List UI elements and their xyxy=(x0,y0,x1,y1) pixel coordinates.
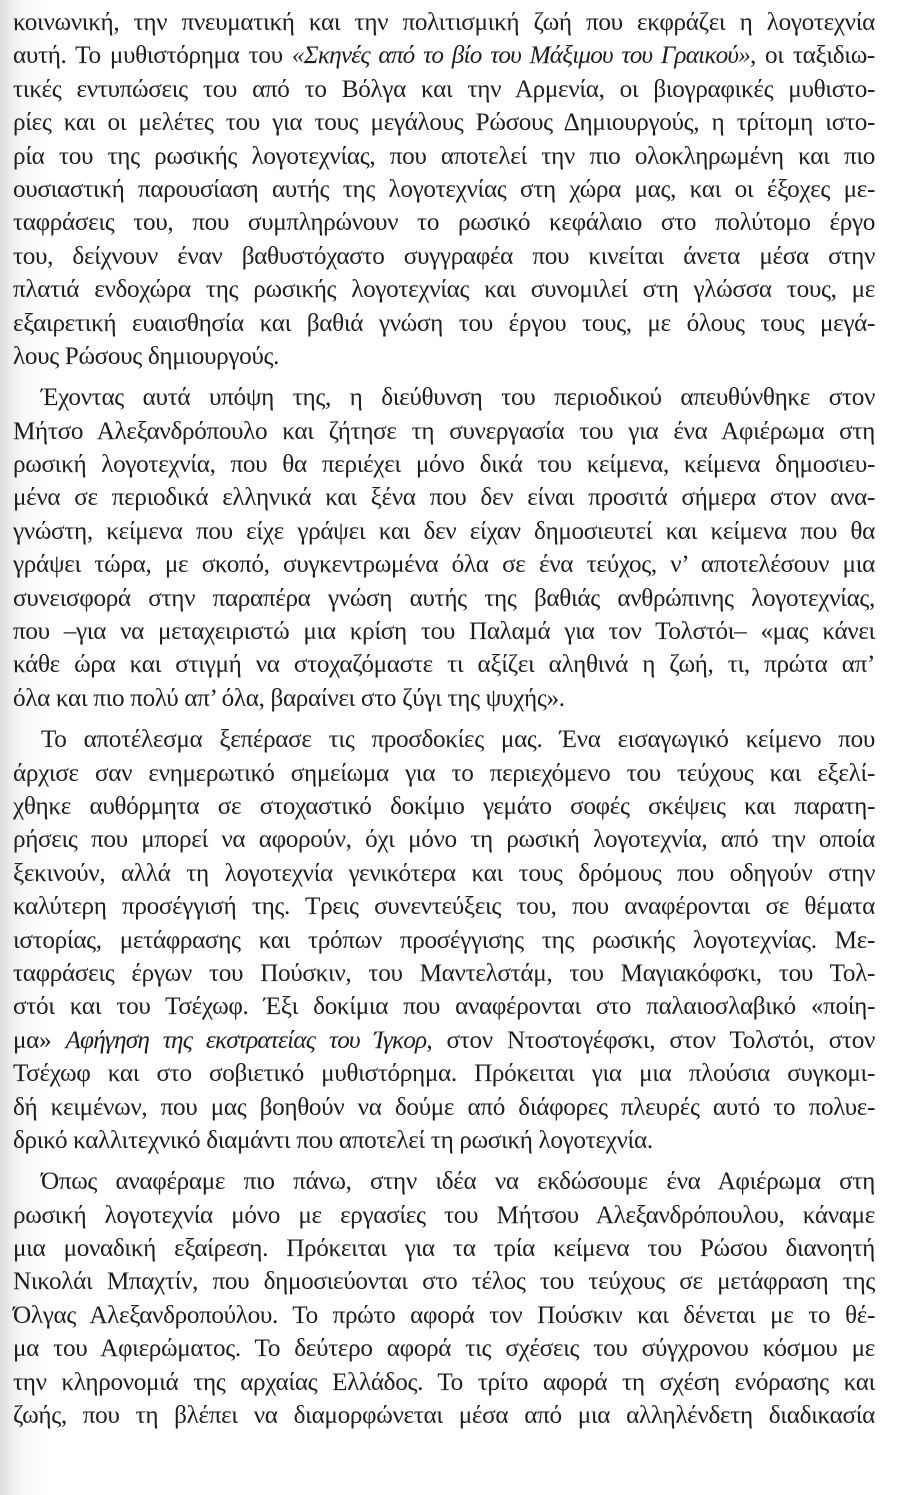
paragraph xyxy=(13,723,875,1157)
paragraph xyxy=(13,1165,875,1432)
text-run: κάθε ώρα και στιγμή να στοχαζόμαστε τι αξίζει αληθινά η ζωή, τι, πρώτα απ’ xyxy=(13,651,875,679)
text-line xyxy=(13,140,875,173)
text-run: ρία του της ρωσικής λογοτεχνίας, που αποτελεί την πιο ολοκληρωμένη και πιο xyxy=(13,142,875,170)
text-line xyxy=(13,757,875,790)
text-run: Μήτσο Αλεξανδρόπουλο και ζήτησε τη συνεργασία του για ένα Αφιέρωμα στη xyxy=(13,417,875,445)
text-line xyxy=(13,39,875,72)
text-run: όλα και πιο πολύ απ’ όλα, βαραίνει στο ζύγι της ψυχής». xyxy=(13,684,565,712)
text-run: μια μοναδική εξαίρεση. Πρόκειται για τα τρία κείμενα του Ρώσου διανοητή xyxy=(13,1235,875,1263)
text-run: συνεισφορά στην παραπέρα γνώση αυτής της βαθιάς ανθρώπινης λογοτεχνίας, xyxy=(13,584,875,612)
text-run: δρικό καλλιτεχνικό διαμάντι που αποτελεί τη ρωσική λογοτεχνία. xyxy=(13,1126,653,1154)
paragraph-gap xyxy=(13,373,875,381)
text-run: Νικολάι Μπαχτίν, που δημοσιεύονται στο τέλος του τεύχους σε μετάφραση της xyxy=(13,1268,875,1296)
text-line xyxy=(13,173,875,206)
text-line xyxy=(13,957,875,990)
text-line xyxy=(13,106,875,139)
text-line xyxy=(13,1265,875,1298)
text-line xyxy=(13,1332,875,1365)
text-run: πλατιά ενδοχώρα της ρωσικής λογοτεχνίας και συνομιλεί στη γλώσσα τους, με xyxy=(13,276,875,304)
text-line xyxy=(13,990,875,1023)
text-line xyxy=(13,723,875,756)
text-line xyxy=(13,340,875,373)
text-run: την κληρονομιά της αρχαίας Ελλάδος. Το τρίτο αφορά τη σχέση ενόρασης και xyxy=(13,1368,875,1396)
paragraph-gap xyxy=(13,1157,875,1165)
text-run: ταφράσεις του, που συμπληρώνουν το ρωσικό κεφάλαιο στο πολύτομο έργο xyxy=(13,209,875,237)
text-run: εξαιρετική ευαισθησία και βαθιά γνώση του έργου τους, με όλους τους μεγά- xyxy=(13,309,875,337)
text-line xyxy=(13,1165,875,1198)
text-run: στόι και του Τσέχωφ. Έξι δοκίμια που αναφέρονται στο παλαιοσλαβικό «ποίη- xyxy=(13,993,875,1021)
text-line xyxy=(13,1091,875,1124)
text-run: μένα σε περιοδικά ελληνικά και ξένα που δεν είναι προσιτά σήμερα στον ανα- xyxy=(13,484,875,512)
text-line xyxy=(13,73,875,106)
text-run: του, δείχνουν έναν βαθυστόχαστο συγγραφέα που κινείται άνετα μέσα στην xyxy=(13,242,875,270)
text-line xyxy=(13,515,875,548)
text-run: κοινωνική, την πνευματική και την πολιτισμική ζωή που εκφράζει η λογοτεχνία xyxy=(13,9,875,36)
text-line xyxy=(13,206,875,239)
text-run: ρίες και οι μελέτες του για τους μεγάλους Ρώσους Δημιουργούς, η τρίτομη ιστο- xyxy=(13,109,875,137)
text-line xyxy=(13,1299,875,1332)
text-run: ταφράσεις έργων του Πούσκιν, του Μαντελστάμ, του Μαγιακόφσκι, του Τολ- xyxy=(13,959,875,987)
text-line xyxy=(13,790,875,823)
text-line xyxy=(13,381,875,414)
text-run: τικές εντυπώσεις του από το Βόλγα και την Αρμενία, οι βιογραφικές μυθιστο- xyxy=(13,75,875,103)
paragraph-gap xyxy=(13,715,875,723)
text-line xyxy=(13,1232,875,1265)
text-run: γνώστη, κείμενα που είχε γράψει και δεν είχαν δημοσιευτεί και κείμενα που θα xyxy=(13,517,875,545)
text-line xyxy=(13,1366,875,1399)
text-run: ρωσική λογοτεχνία, που θα περιέχει μόνο δικά του κείμενα, κείμενα δημοσιευ- xyxy=(13,451,875,479)
text-line xyxy=(13,415,875,448)
text-run: λους Ρώσους δημιουργούς. xyxy=(13,342,280,370)
text-run: , οι ταξιδιω- xyxy=(749,42,875,70)
text-run: ιστορίας, μετάφρασης και τρόπων προσέγγισης της ρωσικής λογοτεχνίας. Με- xyxy=(13,926,875,954)
text-run: , στον Ντοστογέφσκι, στον Τολστόι, στον xyxy=(426,1026,875,1054)
text-run: μα του Αφιερώματος. Το δεύτερο αφορά τις σχέσεις του σύγχρονου κόσμου με xyxy=(13,1335,875,1363)
text-line xyxy=(13,1124,875,1157)
body-text xyxy=(13,6,875,1432)
text-run: αυτή. Το μυθιστόρημα του xyxy=(13,42,292,70)
text-line xyxy=(13,615,875,648)
text-line xyxy=(13,6,875,39)
text-line xyxy=(13,1399,875,1432)
paragraph xyxy=(13,381,875,715)
text-run: χθηκε αυθόρμητα σε στοχαστικό δοκίμιο γεμάτο σοφές σκέψεις και παρατη- xyxy=(13,792,875,820)
text-run: δή κειμένων, που μας βοηθούν να δούμε από διάφορες πλευρές αυτό το πολυε- xyxy=(13,1093,875,1121)
text-run: ρωσική λογοτεχνία μόνο με εργασίες του Μήτσου Αλεξανδρόπουλου, κάναμε xyxy=(13,1201,875,1229)
text-line xyxy=(13,648,875,681)
text-line xyxy=(13,682,875,715)
text-run: άρχισε σαν ενημερωτικό σημείωμα για το περιεχόμενο του τεύχους και εξελί- xyxy=(13,759,875,787)
text-run: καλύτερη προσέγγισή της. Τρεις συνεντεύξεις του, που αναφέρονται σε θέματα xyxy=(13,893,875,921)
text-line xyxy=(13,890,875,923)
text-line xyxy=(13,1057,875,1090)
text-line xyxy=(13,240,875,273)
text-line xyxy=(13,857,875,890)
paragraph xyxy=(13,6,875,373)
text-run: Τσέχωφ και στο σοβιετικό μυθιστόρημα. Πρόκειται για μια πλούσια συγκομι- xyxy=(13,1060,875,1088)
italic-title: Αφήγηση της εκστρατείας του Ίγκορ xyxy=(65,1026,427,1054)
text-line xyxy=(13,924,875,957)
text-run: Έχοντας αυτά υπόψη της, η διεύθυνση του περιοδικού απευθύνθηκε στον xyxy=(41,384,875,412)
text-run: ουσιαστική παρουσίαση αυτής της λογοτεχνίας στη χώρα μας, και οι έξοχες με- xyxy=(13,175,875,203)
text-run: που –για να μεταχειριστώ μια κρίση του Παλαμά για τον Τολστόι– «μας κάνει xyxy=(13,618,875,646)
text-run: Όλγας Αλεξανδροπούλου. Το πρώτο αφορά τον Πούσκιν και δένεται με το θέ- xyxy=(13,1301,875,1329)
text-run: ρήσεις που μπορεί να αφορούν, όχι μόνο τη ρωσική λογοτεχνία, από την οποία xyxy=(13,826,875,854)
text-line xyxy=(13,1199,875,1232)
text-line xyxy=(13,582,875,615)
text-run: γράψει τώρα, με σκοπό, συγκεντρωμένα όλα σε ένα τεύχος, ν’ αποτελέσουν μια xyxy=(13,551,875,579)
text-line xyxy=(13,481,875,514)
text-run: Όπως αναφέραμε πιο πάνω, στην ιδέα να εκδώσουμε ένα Αφιέρωμα στη xyxy=(41,1168,875,1196)
text-run: μα» xyxy=(13,1026,66,1054)
text-line xyxy=(13,307,875,340)
text-run: Το αποτέλεσμα ξεπέρασε τις προσδοκίες μας. Ένα εισαγωγικό κείμενο που xyxy=(41,726,875,754)
text-line xyxy=(13,1024,875,1057)
text-line xyxy=(13,273,875,306)
text-line xyxy=(13,823,875,856)
italic-title: «Σκηνές από το βίο του Μάξιμου του Γραικού» xyxy=(291,42,750,70)
text-line xyxy=(13,448,875,481)
text-line xyxy=(13,548,875,581)
text-run: ζωής, που τη βλέπει να διαμορφώνεται μέσα από μια αλληλένδετη διαδικασία xyxy=(13,1402,875,1430)
text-run: ξεκινούν, αλλά τη λογοτεχνία γενικότερα και τους δρόμους που οδηγούν στην xyxy=(13,859,875,887)
